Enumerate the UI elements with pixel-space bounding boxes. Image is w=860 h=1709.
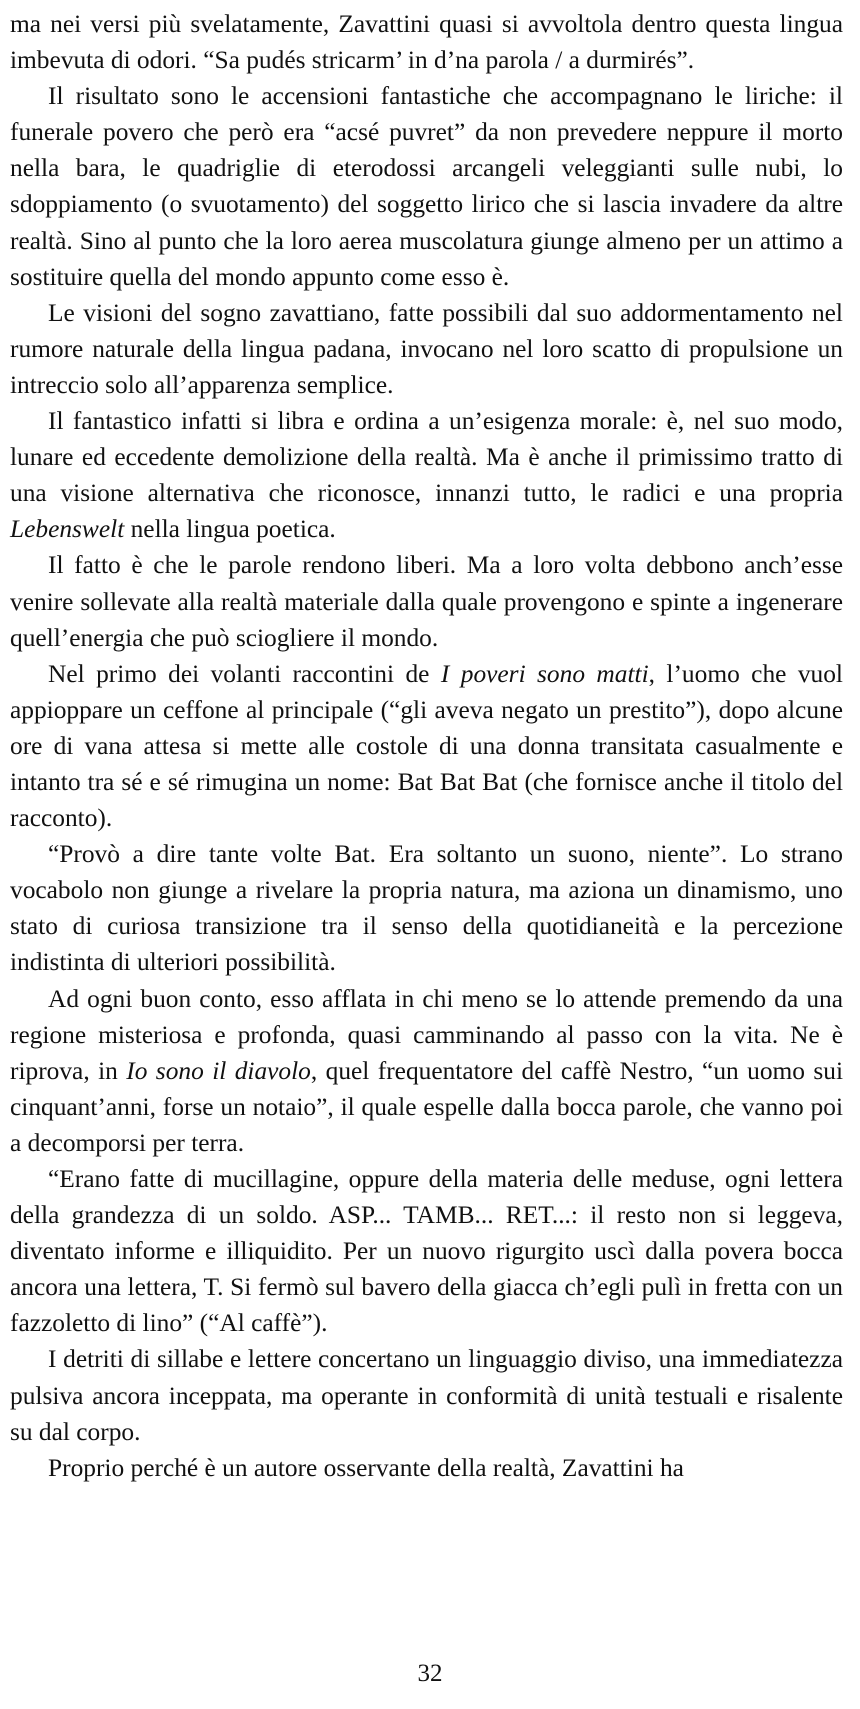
paragraph: Il risultato sono le accensioni fantastiche che accompagnano le liriche: il funerale povero che però era “acsé puvret” da non prevedere neppure il morto nella bara, le quadriglie di eterodossi arcangeli veleggianti sulle nubi, lo sdoppiamento (o svuotamento) del soggetto lirico che si lascia invadere da altre realtà. Sino al punto che la loro aerea muscolatura giunge almeno per un attimo a sostituire quella del mondo appunto come esso è. <box>10 82 843 291</box>
paragraph-continued: ma nei versi più svelatamente, Zavattini quasi si avvoltola dentro questa lingua imbevuta di odori. “Sa pudés stricarm’ in d’na parola / a durmirés”. <box>10 10 843 75</box>
italic-title: I poveri sono matti <box>440 659 649 688</box>
text-run: , l’uomo che vuol appioppare un ceffone al principale (“gli aveva negato un prestito”), dopo alcune ore di vana attesa si mette alle costole di una donna transitata casualmente e intanto tra sé e sé rimugina un nome: Bat Bat Bat (che fornisce anche il titolo del racconto). <box>10 659 843 833</box>
paragraph: Le visioni del sogno zavattiano, fatte possibili dal suo addormentamento nel rumore naturale della lingua padana, invocano nel loro scatto di propulsione un intreccio solo all’apparenza semplice. <box>10 298 843 399</box>
paragraph: “Erano fatte di mucillagine, oppure della materia delle meduse, ogni lettera della grandezza di un soldo. ASP... TAMB... RET...: il resto non si leggeva, diventato informe e illiquidito. Per un nuovo rigurgito uscì dalla povera bocca ancora una lettera, T. Si fermò sul bavero della giacca ch’egli pulì in fretta con un fazzoletto di lino” (“Al caffè”). <box>10 1165 843 1338</box>
paragraph: Proprio perché è un autore osservante della realtà, Zavattini ha <box>48 1453 684 1482</box>
paragraph: “Provò a dire tante volte Bat. Era soltanto un suono, niente”. Lo strano vocabolo non giunge a rivelare la propria natura, ma aziona un dinamismo, uno stato di curiosa transizione tra il senso della quotidianeità e la percezione indistinta di ulteriori possibilità. <box>10 840 843 977</box>
page-body <box>10 6 843 1486</box>
paragraph: Il fatto è che le parole rendono liberi. Ma a loro volta debbono anch’esse venire sollevate alla realtà materiale dalla quale provengono e spinte a ingenerare quell’energia che può sciogliere il mondo. <box>10 551 843 652</box>
paragraph <box>10 403 843 547</box>
text-run: , quel frequentatore del caffè Nestro, “un uomo sui cinquant’anni, forse un notaio”, il quale espelle dalla bocca parole, che vanno poi a decomporsi per terra. <box>10 1056 843 1157</box>
paragraph <box>10 656 843 836</box>
italic-title: Lebenswelt <box>10 515 125 544</box>
text-run: Il fantastico infatti si libra e ordina a un’esigenza morale: è, nel suo modo, lunare ed eccedente demolizione della realtà. Ma è anche il primissimo tratto di una visione alternativa che riconosce, innanzi tutto, le radici e una propria <box>10 407 843 508</box>
paragraph: I detriti di sillabe e lettere concertano un linguaggio diviso, una immediatezza pulsiva ancora inceppata, ma operante in conformità di unità testuali e risalente su dal corpo. <box>10 1345 843 1446</box>
text-run: Nel primo dei volanti raccontini de <box>48 659 441 688</box>
text-run: Ad ogni buon conto, esso afflata in chi meno se lo attende premendo da una regione misteriosa e profonda, quasi camminando al passo con la vita. Ne è riprova, in <box>10 984 843 1085</box>
paragraph <box>10 981 843 1161</box>
page-number: 32 <box>417 1660 443 1687</box>
italic-title: Io sono il diavolo <box>126 1056 311 1085</box>
text-run: nella lingua poetica. <box>124 515 336 544</box>
